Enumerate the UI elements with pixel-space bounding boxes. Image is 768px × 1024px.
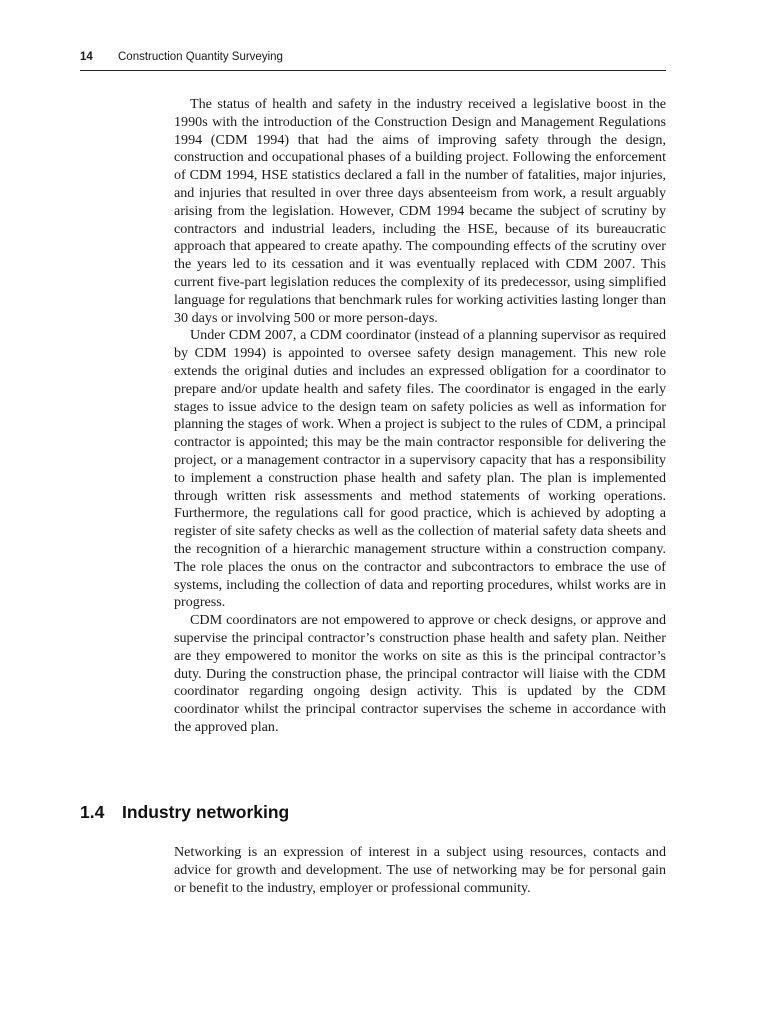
paragraph-health-safety-status: The status of health and safety in the industry received a legislative boost in the 1990s with the introduction of the Construction Design and Management Regulations 1994 (CDM 1994) that had the aims of improving safety through the design, construction and occupational phases of a building project. Following the enforcement of CDM 1994, HSE statistics declared a fall in the number of fatalities, major injuries, and injuries that resulted in over three days absenteeism from work, a result arguably arising from the legislation. However, CDM 1994 became the subject of scrutiny by contractors and industrial leaders, including the HSE, because of its bureaucratic approach that appeared to create apathy. The compounding effects of the scrutiny over the years led to its cessation and it was eventually replaced with CDM 2007. This current five-part legislation reduces the complexity of its predecessor, using simplified language for regulations that benchmark rules for working activities lasting longer than 30 days or involving 500 or more person-days. xyxy=(174,96,666,326)
paragraph-networking: Networking is an expression of interest in a subject using resources, contacts and advice for growth and development. The use of networking may be for personal gain or benefit to the industry, employer or professional community. xyxy=(174,844,666,896)
paragraph-cdm-coordinators: CDM coordinators are not empowered to approve or check designs, or approve and supervise the principal contractor’s construction phase health and safety plan. Neither are they empowered to monitor the works on site as this is the principal contractor’s duty. During the construction phase, the principal contractor will liaise with the CDM coordinator regarding ongoing design activity. This is updated by the CDM coordinator whilst the principal contractor supervises the scheme in accordance with the approved plan. xyxy=(174,612,666,735)
section-heading xyxy=(80,802,289,823)
networking-text-block xyxy=(174,844,666,897)
running-header xyxy=(80,48,666,71)
section-number: 1.4 xyxy=(80,802,105,822)
cdm-text-block xyxy=(174,96,666,737)
page-number: 14 xyxy=(80,51,93,63)
paragraph-cdm-2007: Under CDM 2007, a CDM coordinator (instead of a planning supervisor as required by CDM 1994) is appointed to oversee safety design management. This new role extends the original duties and includes an expressed obligation for a coordinator to prepare and/or update health and safety files. The coordinator is engaged in the early stages to issue advice to the design team on safety policies as well as information for planning the stages of work. When a project is subject to the rules of CDM, a principal contractor is appointed; this may be the main contractor responsible for delivering the project, or a management contractor in a supervisory capacity that has a responsibility to implement a construction phase health and safety plan. The plan is implemented through written risk assessments and method statements of working operations. Furthermore, the regulations call for good practice, which is achieved by adopting a register of site safety checks as well as the collection of material safety data sheets and the recognition of a hierarchic management structure within a construction company. The role places the onus on the contractor and subcontractors to embrace the use of systems, including the collection of data and reporting procedures, whilst works are in progress. xyxy=(174,327,666,611)
running-title: Construction Quantity Surveying xyxy=(118,51,283,63)
section-title: Industry networking xyxy=(122,802,290,822)
